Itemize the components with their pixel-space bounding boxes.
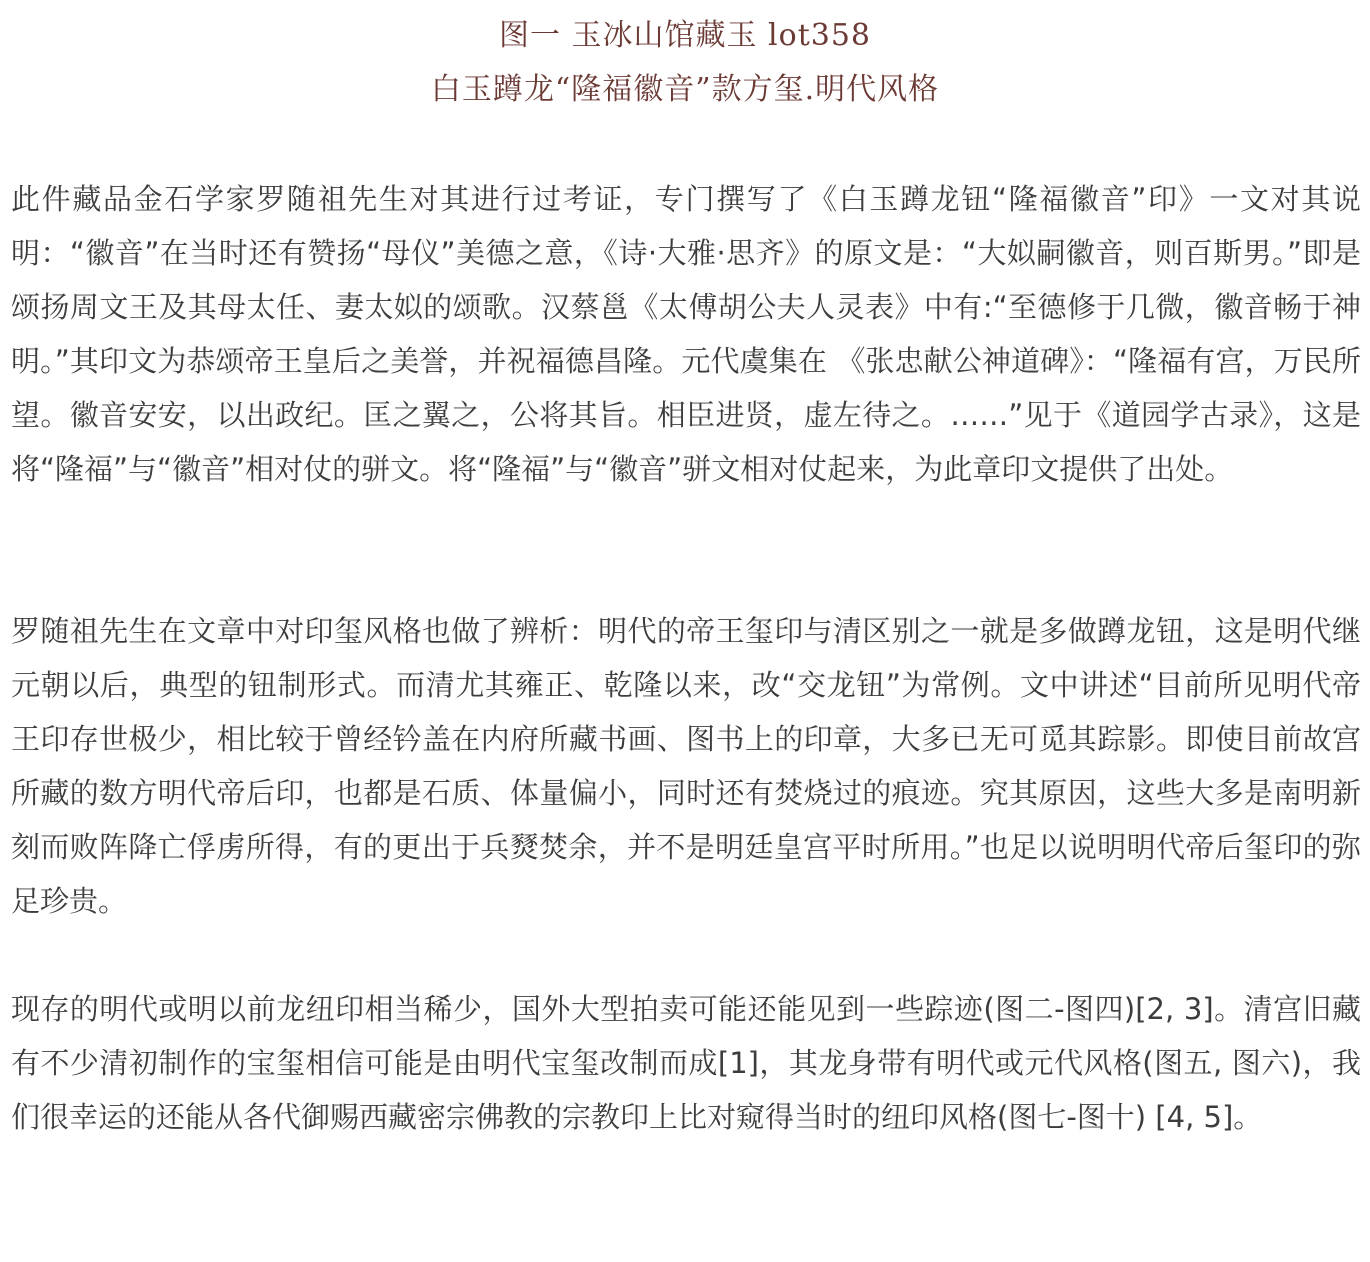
body-paragraph-2: 罗随祖先生在文章中对印玺风格也做了辨析：明代的帝王玺印与清区别之一就是多做蹲龙钮，这是明代继元朝以后，典型的钮制形式。而清尤其雍正、乾隆以来，改“交龙钮”为常例。文中讲述“目前所见明代帝王印存世极少，相比较于曾经钤盖在内府所藏书画、图书上的印章，大多已无可觅其踪影。即使目前故宫所藏的数方明代帝后印，也都是石质、体量偏小，同时还有焚烧过的痕迹。究其原因，这些大多是南明新刻而败阵降亡俘虏所得，有的更出于兵燹焚余，并不是明廷皇宫平时所用。”也足以说明明代帝后玺印的弥足珍贵。 bbox=[11, 614, 1361, 918]
figure-caption-title: 图一 玉冰山馆藏玉 lot358 bbox=[498, 18, 872, 53]
body-paragraph-3: 现存的明代或明以前龙纽印相当稀少，国外大型拍卖可能还能见到一些踪迹(图二-图四)[2, 3]。清宫旧藏有不少清初制作的宝玺相信可能是由明代宝玺改制而成[1]，其龙身带有明代或元代风格(图五, 图六)，我们很幸运的还能从各代御赐西藏密宗佛教的宗教印上比对窥得当时的纽印风格(图七-图十) [4, 5]。 bbox=[11, 992, 1361, 1134]
figure-caption-subtitle: 白玉蹲龙“隆福徽音”款方玺.明代风格 bbox=[430, 72, 940, 107]
body-paragraph-1: 此件藏品金石学家罗随祖先生对其进行过考证，专门撰写了《白玉蹲龙钮“隆福徽音”印》一文对其说明：“徽音”在当时还有赞扬“母仪”美德之意，《诗·大雅·思齐》的原文是：“大姒嗣徽音，则百斯男。”即是颂扬周文王及其母太任、妻太姒的颂歌。汉蔡邕《太傅胡公夫人灵表》中有:“至德修于几微，徽音畅于神明。”其印文为恭颂帝王皇后之美誉，并祝福德昌隆。元代虞集在 《张忠献公神道碑》：“隆福有宫，万民所望。徽音安安，以出政纪。匡之翼之，公将其旨。相臣进贤，虚左待之。……”见于《道园学古录》，这是将“隆福”与“徽音”相对仗的骈文。将“隆福”与“徽音”骈文相对仗起来，为此章印文提供了出处。 bbox=[11, 182, 1361, 486]
